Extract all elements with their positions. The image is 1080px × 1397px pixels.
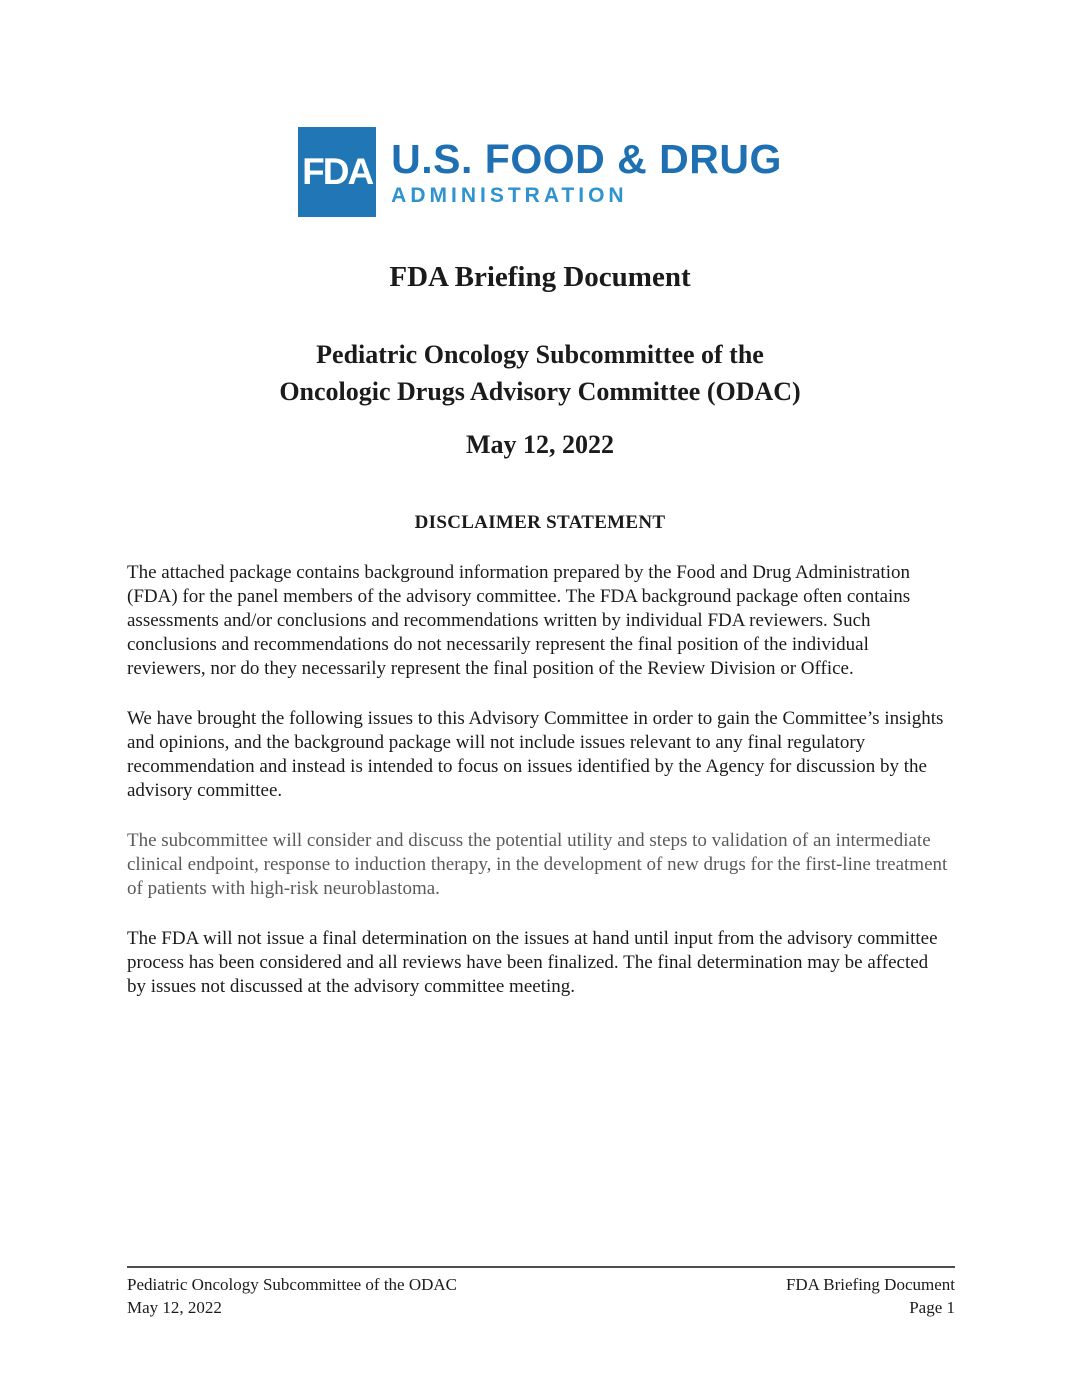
page-title: FDA Briefing Document: [389, 261, 691, 293]
document-body: [127, 561, 950, 999]
footer-right-line1: FDA Briefing Document: [785, 1275, 955, 1294]
footer-columns: [127, 1273, 955, 1319]
footer-left-line2: May 12, 2022: [127, 1298, 222, 1317]
document-subtitle: [0, 336, 1080, 410]
disclaimer-heading: DISCLAIMER STATEMENT: [414, 512, 666, 533]
fda-logo: [0, 127, 1080, 217]
footer-right-block: [786, 1273, 955, 1319]
disclaimer-paragraph-3: The subcommittee will consider and discuss the potential utility and steps to validation of an intermediate clinical endpoint, response to induction therapy, in the development of new drugs for the first-line treatment of patients with high-risk neuroblastoma.: [127, 830, 948, 899]
page-footer: [127, 1266, 955, 1319]
document-date: May 12, 2022: [465, 430, 615, 459]
fda-logo-text: [391, 137, 782, 208]
subtitle-line1: Pediatric Oncology Subcommittee of the: [316, 340, 764, 369]
subtitle-line2: Oncologic Drugs Advisory Committee (ODAC): [279, 377, 801, 406]
footer-divider: [127, 1266, 955, 1268]
disclaimer-paragraph-1: The attached package contains background information prepared by the Food and Drug Administration (FDA) for the panel members of the advisory committee. The FDA background package often contains assessments and/or conclusions and recommendations written by individual FDA reviewers. Such conclusions and recommendations do not necessarily represent the final position of the individual reviewers, nor do they necessarily represent the final position of the Review Division or Office.: [127, 562, 911, 679]
disclaimer-paragraph-4: The FDA will not issue a final determination on the issues at hand until input from the advisory committee process has been considered and all reviews have been finalized. The final determination may be affected by issues not discussed at the advisory committee meeting.: [127, 928, 938, 997]
footer-left-line1: Pediatric Oncology Subcommittee of the ODAC: [127, 1275, 458, 1294]
fda-logo-mark-icon: FDA: [298, 127, 376, 217]
footer-left-block: [127, 1273, 457, 1319]
fda-logo-line2: ADMINISTRATION: [391, 183, 628, 207]
fda-logo-line1: U.S. FOOD & DRUG: [391, 135, 782, 182]
footer-right-line2: Page 1: [909, 1298, 955, 1317]
disclaimer-paragraph-2: We have brought the following issues to this Advisory Committee in order to gain the Committee’s insights and opinions, and the background package will not include issues relevant to any final regulatory recommendation and instead is intended to focus on issues identified by the Agency for discussion by the advisory committee.: [127, 708, 944, 801]
